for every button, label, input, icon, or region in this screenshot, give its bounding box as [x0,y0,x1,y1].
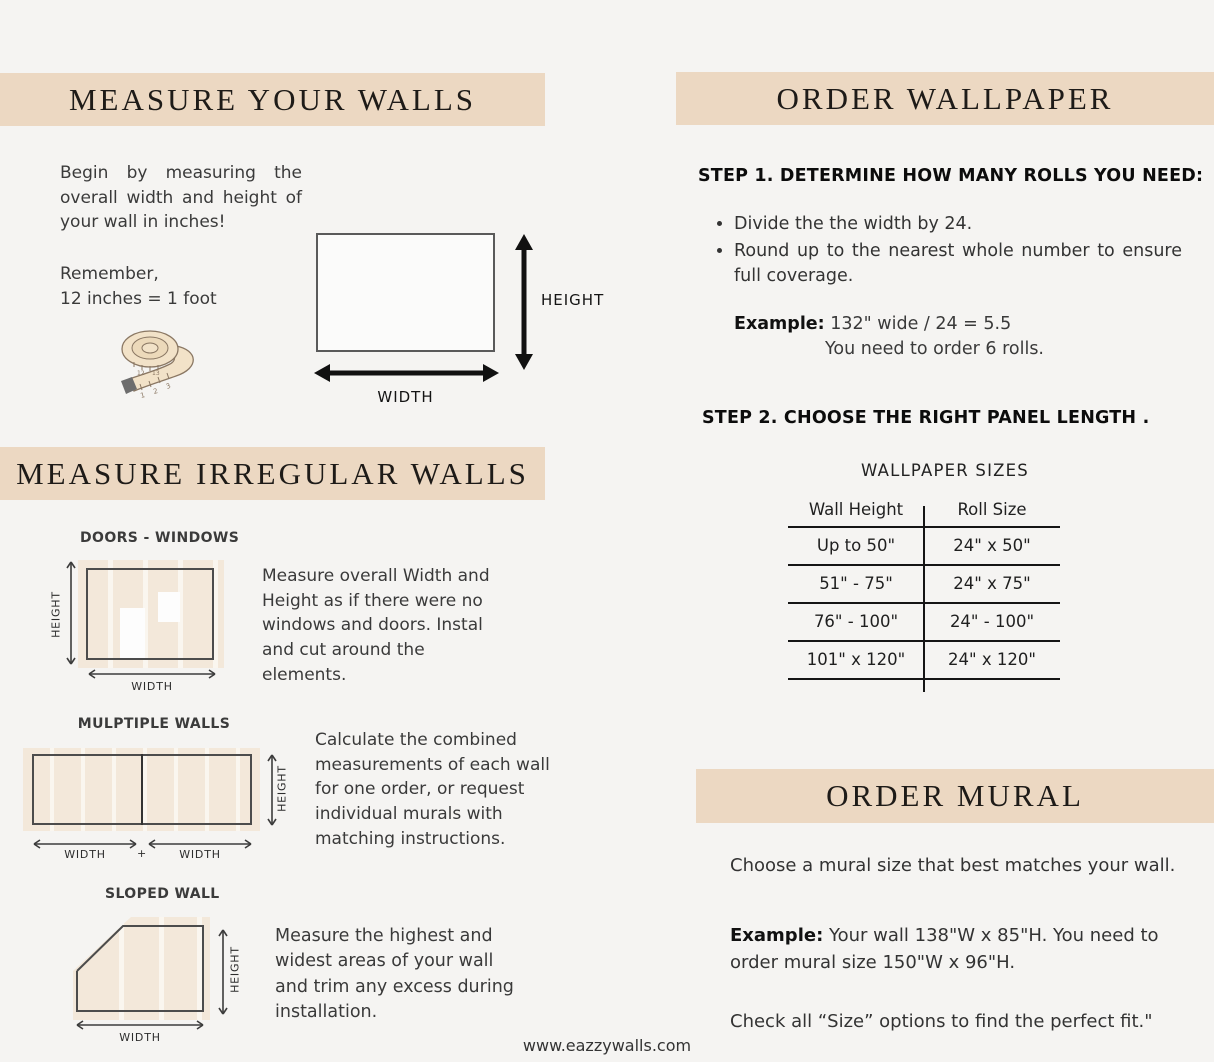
width-arrow-icon [88,668,216,680]
table-cell: 76" - 100" [788,604,924,642]
svg-text:13: 13 [152,370,160,377]
svg-text:1: 1 [139,391,146,400]
width-arrow-icon [314,362,499,384]
step2-heading: STEP 2. CHOOSE THE RIGHT PANEL LENGTH . [702,408,1150,428]
remember-note [60,262,300,311]
example-line-1: 132" wide / 24 = 5.5 [830,314,1012,334]
mural-intro: Choose a mural size that best matches your wall. [730,855,1176,876]
step1-bullets [714,212,1182,291]
doors-windows-width-label: WIDTH [131,680,173,693]
measure-irregular-title: MEASURE IRREGULAR WALLS [16,455,529,491]
table-cell: 51" - 75" [788,566,924,604]
measure-walls-banner [0,73,545,126]
multiple-walls-description: Calculate the combined measurements of each wall for one order, or request individual murals with matching instructions. [315,730,550,849]
measure-irregular-banner [0,447,545,500]
bullet-item: • Round up to the nearest whole number to ensure full coverage. [734,239,1182,289]
mural-example [730,922,1192,976]
order-wallpaper-banner [676,72,1214,125]
tape-measure-icon [108,322,226,406]
mural-example-text: Your wall 138"W x 85"H. You need to order mural size 150"W x 96"H. [730,925,1159,973]
multiple-walls-height-label: HEIGHT [275,765,289,812]
wall-divider [141,754,143,825]
measure-walls-intro: Begin by measuring the overall width and height of your wall in inches! [60,163,302,233]
doors-windows-description: Measure overall Width and Height as if there were no windows and doors. Instal and cut around the elements. [262,566,490,685]
doors-windows-heading: DOORS - WINDOWS [80,530,240,546]
remember-line-1: Remember, [60,264,159,284]
sloped-wall-heading: SLOPED WALL [105,886,220,902]
remember-line-2: 12 inches = 1 foot [60,288,217,309]
wallpaper-sizes-title: WALLPAPER SIZES [861,461,1029,480]
multiple-walls-heading: MULPTIPLE WALLS [77,716,231,732]
example-label: Example: [734,314,825,334]
width-label: WIDTH [377,388,434,406]
example-line-2: You need to order 6 rolls. [825,338,1044,359]
window-cutout [158,592,180,622]
height-arrow-icon [65,561,77,665]
measure-walls-title: MEASURE YOUR WALLS [68,81,477,117]
bullet-item: • Divide the the width by 24. [734,212,1182,237]
height-arrow-icon [513,234,535,370]
website-url: www.eazzywalls.com [522,1036,692,1055]
table-header-wall-height: Wall Height [788,498,924,528]
width-arrow-icon [77,1021,203,1029]
sloped-wall-width-label: WIDTH [119,1031,161,1044]
table-header-roll-size: Roll Size [924,498,1060,528]
mural-size-note: Check all “Size” options to find the perfect fit." [730,1011,1153,1032]
table-cell: 24" x 120" [924,642,1060,680]
step1-heading: STEP 1. DETERMINE HOW MANY ROLLS YOU NEED: [698,166,1204,186]
order-wallpaper-title: ORDER WALLPAPER [776,80,1114,116]
multiple-walls-width-label-right: WIDTH [179,848,221,861]
svg-text:2: 2 [152,387,159,396]
table-cell: 24" x 50" [924,528,1060,566]
height-label: HEIGHT [541,291,605,309]
sloped-wall-height-label: HEIGHT [228,946,242,993]
table-cell: 24" - 100" [924,604,1060,642]
sloped-wall-diagram [55,903,290,1055]
table-cell: 24" x 75" [924,566,1060,604]
multiple-walls-width-label-left: WIDTH [64,848,106,861]
order-mural-title: ORDER MURAL [826,778,1084,813]
svg-text:3: 3 [164,381,172,391]
table-vertical-divider [923,506,925,692]
door-cutout [120,608,145,658]
table-cell: Up to 50" [788,528,924,566]
table-cell: 101" x 120" [788,642,924,680]
step1-example [734,312,1174,362]
wallpaper-sizes-table [788,498,1060,680]
wall-diagram [316,233,495,352]
height-arrow-icon [219,930,227,1014]
plus-sign: + [136,847,148,860]
order-mural-banner [696,769,1214,823]
sloped-wall-description: Measure the highest and widest areas of your wall and trim any excess during installation. [275,926,514,1023]
doors-windows-diagram [48,556,278,698]
svg-text:12: 12 [137,370,145,377]
example-label: Example: [730,925,824,946]
multiple-walls-diagram [18,740,318,862]
doors-windows-height-label: HEIGHT [49,591,63,638]
